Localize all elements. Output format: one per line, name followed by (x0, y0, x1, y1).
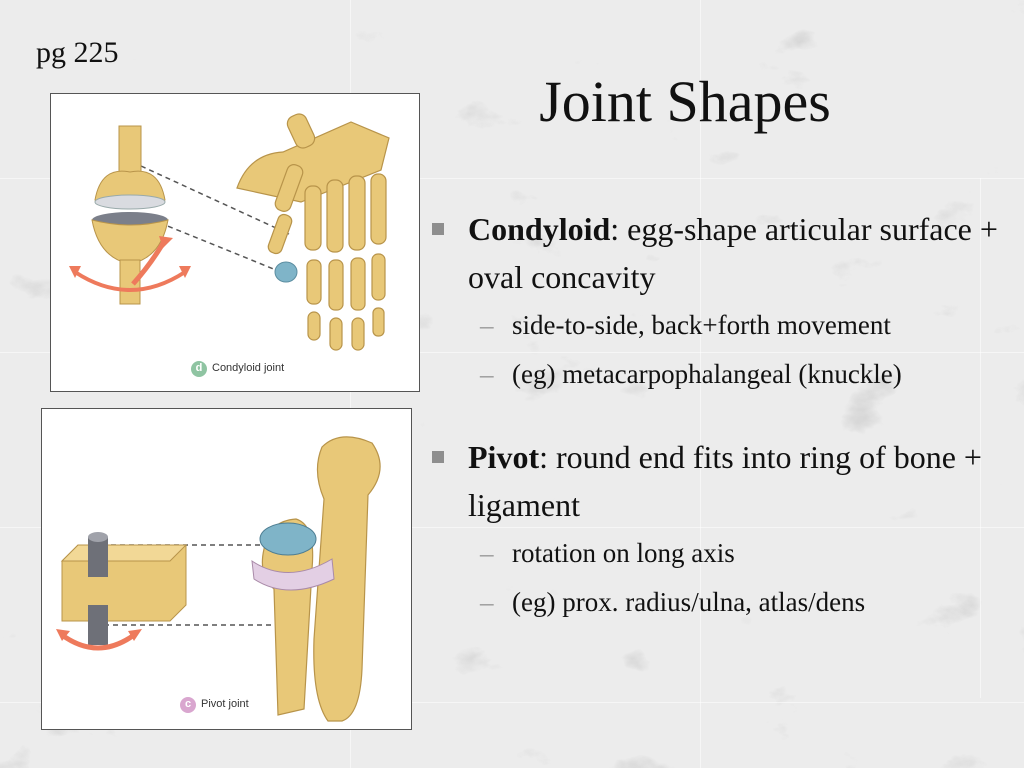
condyloid-badge: d (191, 361, 207, 377)
bullet-pivot (428, 433, 1018, 529)
sub-bullet-text: rotation on long axis (512, 538, 735, 568)
bullet-square-icon (432, 223, 444, 235)
bullet-list (428, 205, 1018, 627)
bullet-condyloid (428, 205, 1018, 301)
pivot-illustration (42, 409, 411, 729)
sub-bullet (428, 529, 1018, 578)
bullet-term: Pivot (468, 439, 540, 475)
dash-icon: – (480, 538, 494, 568)
sub-bullet (428, 578, 1018, 627)
sub-bullet (428, 301, 1018, 350)
pivot-badge: c (180, 697, 196, 713)
dash-icon: – (480, 359, 494, 389)
dash-icon: – (480, 587, 494, 617)
sub-bullet-text: (eg) metacarpophalangeal (knuckle) (512, 359, 902, 389)
bullet-term: Condyloid (468, 211, 611, 247)
pivot-joint-figure (41, 408, 412, 730)
page-reference: pg 225 (36, 36, 119, 69)
pivot-caption: Pivot joint (201, 698, 249, 710)
condyloid-caption: Condyloid joint (212, 362, 285, 374)
dash-icon: – (480, 310, 494, 340)
bullet-square-icon (432, 451, 444, 463)
bullet-text: : round end fits into ring of bone + ligament (468, 439, 982, 523)
sub-bullet (428, 350, 1018, 399)
bullet-text: : egg-shape articular surface + oval concavity (468, 211, 998, 295)
condyloid-illustration (51, 94, 419, 391)
sub-bullet-text: (eg) prox. radius/ulna, atlas/dens (512, 587, 866, 617)
sub-bullet-text: side-to-side, back+forth movement (512, 310, 891, 340)
condyloid-joint-figure (50, 93, 420, 392)
slide-title: Joint Shapes (539, 69, 831, 134)
